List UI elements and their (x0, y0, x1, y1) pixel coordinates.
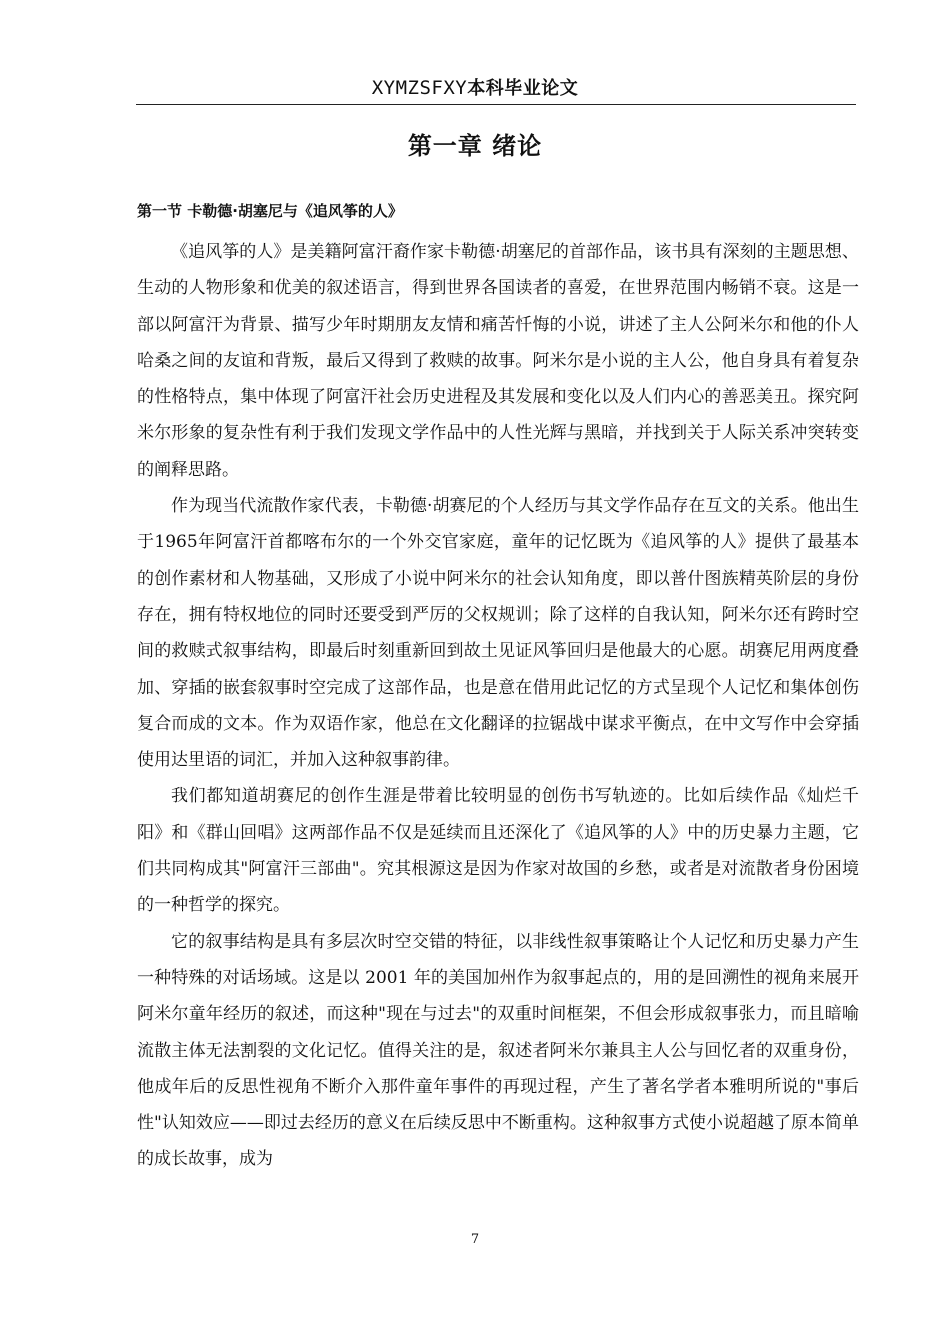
paragraph-3: 我们都知道胡赛尼的创作生涯是带着比较明显的创伤书写轨迹的。比如后续作品《灿烂千阳》和《群山回唱》这两部作品不仅是延续而且还深化了《追风筝的人》中的历史暴力主题，它们共同构成其"阿富汗三部曲"。究其根源这是因为作家对故国的乡愁，或者是对流散者身份困境的一种哲学的探究。 (137, 786, 859, 916)
paragraph-1: 《追风筝的人》是美籍阿富汗裔作家卡勒德·胡塞尼的首部作品，该书具有深刻的主题思想、生动的人物形象和优美的叙述语言，得到世界各国读者的喜爱，在世界范围内畅销不衰。这是一部以阿富汗为背景、描写少年时期朋友友情和痛苦忏悔的小说，讲述了主人公阿米尔和他的仆人哈桑之间的友谊和背叛，最后又得到了救赎的故事。阿米尔是小说的主人公，他自身具有着复杂的性格特点，集中体现了阿富汗社会历史进程及其发展和变化以及人们内心的善恶美丑。探究阿米尔形象的复杂性有利于我们发现文学作品中的人性光辉与黑暗，并找到关于人际关系冲突转变的阐释思路。 (137, 242, 859, 480)
paragraph-4: 它的叙事结构是具有多层次时空交错的特征，以非线性叙事策略让个人记忆和历史暴力产生一种特殊的对话场域。这是以 2001 年的美国加州作为叙事起点的，用的是回溯性的视角来展开阿米尔童年经历的叙述，而这种"现在与过去"的双重时间框架，不但会形成叙事张力，而且暗喻流散主体无法割裂的文化记忆。值得关注的是，叙述者阿米尔兼具主人公与回忆者的双重身份，他成年后的反思性视角不断介入那件童年事件的再现过程，产生了著名学者本雅明所说的"事后性"认知效应——即过去经历的意义在后续反思中不断重构。这种叙事方式使小说超越了原本简单的成长故事，成为 (137, 931, 859, 1170)
body-text (137, 234, 859, 1178)
header-chinese: 本科毕业论文 (467, 78, 579, 99)
paragraph-2: 作为现当代流散作家代表，卡勒德·胡赛尼的个人经历与其文学作品存在互文的关系。他出生于1965年阿富汗首都喀布尔的一个外交官家庭，童年的记忆既为《追风筝的人》提供了最基本的创作素材和人物基础，又形成了小说中阿米尔的社会认知角度，即以普什图族精英阶层的身份存在，拥有特权地位的同时还要受到严厉的父权规训；除了这样的自我认知，阿米尔还有跨时空间的救赎式叙事结构，即最后时刻重新回到故土见证风筝回归是他最大的心愿。胡赛尼用两度叠加、穿插的嵌套叙事时空完成了这部作品，也是意在借用此记忆的方式呈现个人记忆和集体创伤复合而成的文本。作为双语作家，他总在文化翻译的拉锯战中谋求平衡点，在中文写作中会穿插使用达里语的词汇，并加入这种叙事韵律。 (137, 496, 859, 771)
header-rule (136, 104, 856, 105)
running-header (0, 74, 950, 100)
chapter-title: 第一章 绪论 (407, 132, 543, 160)
page-number: 7 (470, 1232, 480, 1247)
section-title: 第一节 卡勒德·胡塞尼与《追风筝的人》 (137, 202, 403, 220)
header-latin: XYMZSFXY (371, 77, 468, 99)
